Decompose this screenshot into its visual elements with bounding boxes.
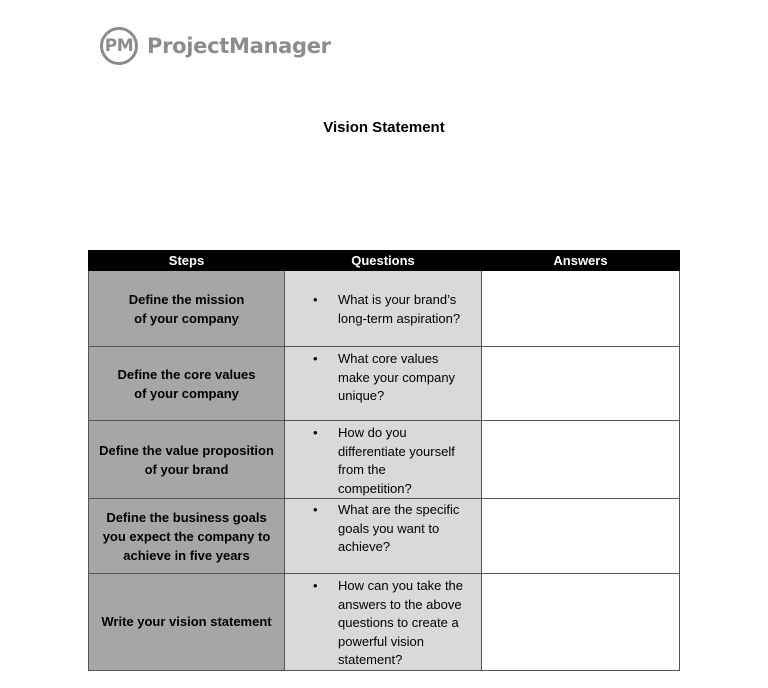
question-text: What are the specific goals you want to achieve? — [338, 502, 460, 554]
table-row — [89, 347, 680, 421]
brand-name: ProjectManager — [147, 34, 331, 58]
answer-cell[interactable] — [482, 271, 680, 347]
step-cell — [89, 421, 285, 499]
brand-logo — [100, 27, 331, 65]
table-header-row — [89, 251, 680, 271]
table-row — [89, 421, 680, 499]
question-cell — [285, 421, 482, 499]
table-row — [89, 574, 680, 671]
question-text: How can you take the answers to the above questions to create a powerful vision statement? — [338, 578, 464, 667]
step-cell — [89, 574, 285, 671]
question-cell — [285, 271, 482, 347]
question-text: How do you differentiate yourself from the competition? — [338, 425, 455, 496]
step-text: Define the business goals you expect the company to achieve in five years — [102, 509, 271, 563]
step-text: Define the core values of your company — [117, 366, 256, 401]
page-title: Vision Statement — [323, 119, 445, 136]
step-text: Define the value proposition of your brand — [99, 442, 274, 477]
step-cell — [89, 347, 285, 421]
bullet-icon: • — [313, 351, 318, 366]
question-cell — [285, 499, 482, 574]
answer-cell[interactable] — [482, 347, 680, 421]
header-questions: Questions — [285, 251, 482, 271]
answer-cell[interactable] — [482, 499, 680, 574]
step-text: Write your vision statement — [101, 614, 272, 630]
table-row — [89, 499, 680, 574]
step-cell — [89, 271, 285, 347]
question-text: What core values make your company unique? — [338, 351, 456, 403]
header-steps: Steps — [89, 251, 285, 271]
answer-cell[interactable] — [482, 421, 680, 499]
header-answers: Answers — [482, 251, 680, 271]
question-text: What is your brand’s long-term aspiration? — [338, 292, 461, 326]
step-cell — [89, 499, 285, 574]
bullet-icon: • — [313, 502, 318, 517]
bullet-icon: • — [313, 425, 318, 440]
question-cell — [285, 574, 482, 671]
bullet-icon: • — [313, 578, 318, 593]
answer-cell[interactable] — [482, 574, 680, 671]
bullet-icon: • — [313, 292, 318, 307]
table-row — [89, 271, 680, 347]
vision-table — [88, 250, 680, 671]
step-text: Define the mission of your company — [128, 291, 245, 326]
question-cell — [285, 347, 482, 421]
pm-logo-icon: PM — [100, 27, 138, 65]
